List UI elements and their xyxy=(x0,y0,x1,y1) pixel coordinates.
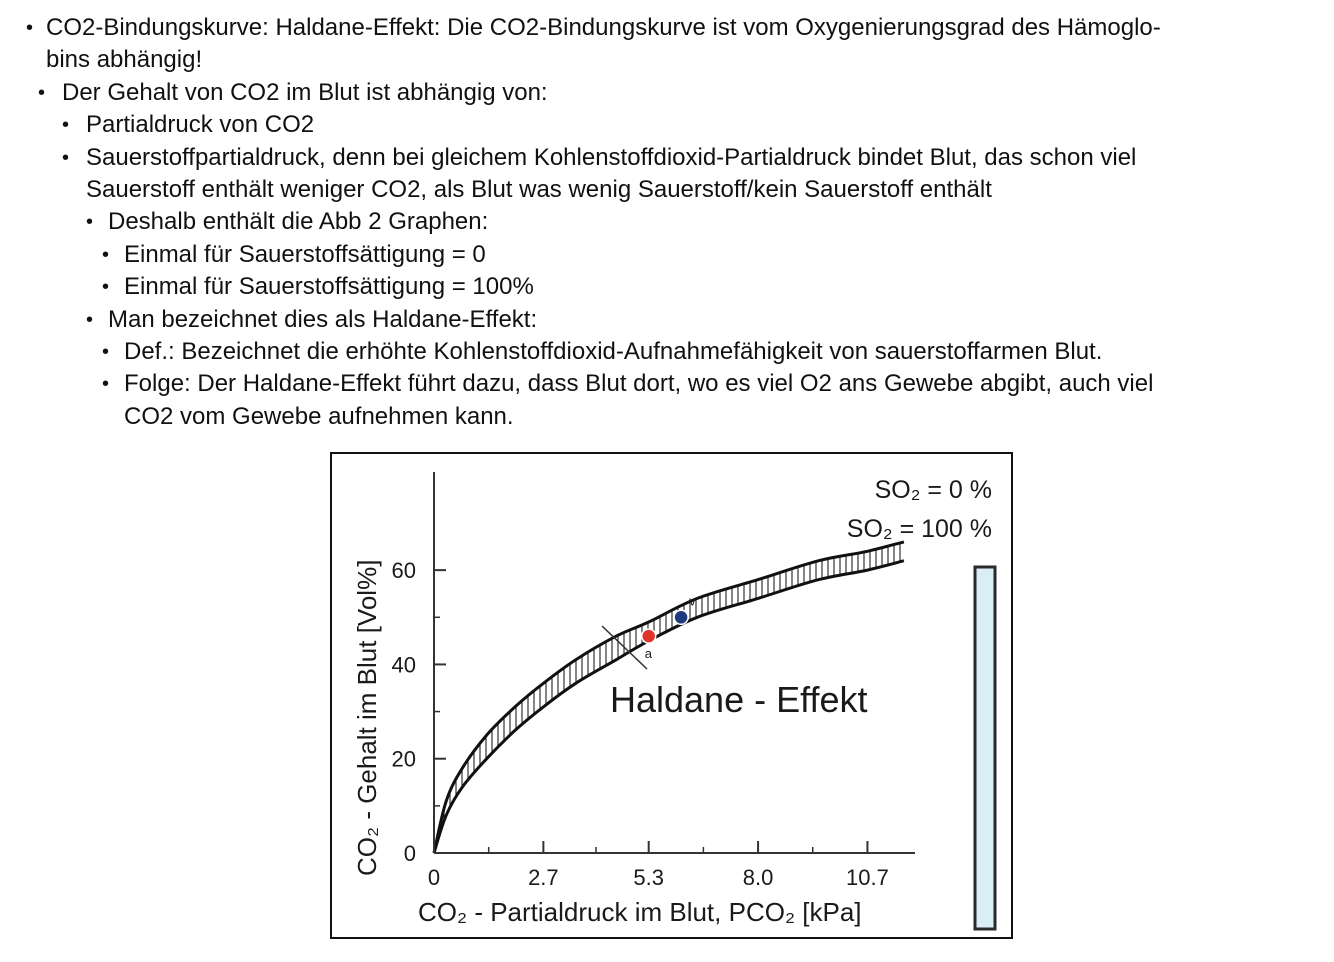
bullet-dot: • xyxy=(62,114,70,137)
bullet-dot: • xyxy=(102,373,110,396)
bullet-text: Einmal für Sauerstoffsättigung = 0 xyxy=(124,240,486,268)
x-tick-label: 8.0 xyxy=(742,865,774,890)
haldane-annotation: Haldane - Effekt xyxy=(610,679,868,720)
bullet-dot: • xyxy=(102,341,110,363)
bullet-dot: • xyxy=(102,276,110,299)
point-a xyxy=(642,629,656,643)
bullet-text: Sauerstoff enthält weniger CO2, als Blut was wenig Sauerstoff/kein Sauerstoff enthält xyxy=(86,176,992,203)
bullet-text: Man bezeichnet dies als Haldane-Effekt: xyxy=(108,305,538,333)
bullet-text: Folge: Der Haldane-Effekt führt dazu, dass Blut dort, wo es viel O2 ans Gewebe abgibt, auch viel xyxy=(124,370,1154,398)
point-label-a: a xyxy=(644,646,652,662)
bullet-text: Def.: Bezeichnet die erhöhte Kohlenstoffdioxid-Aufnahmefähigkeit von sauerstoffarmen Blut. xyxy=(124,338,1103,365)
bullet-dot: • xyxy=(38,81,46,104)
bullet-text: bins abhängig! xyxy=(46,46,203,74)
bullet-text: Einmal für Sauerstoffsättigung = 100% xyxy=(124,273,534,301)
legend-entry: SO₂ = 100 % xyxy=(846,515,992,543)
y-axis-label: CO₂ - Gehalt im Blut [Vol%] xyxy=(352,559,382,876)
bullet-dot: • xyxy=(102,243,110,266)
co2-binding-chart xyxy=(332,454,1011,937)
bullet-text: CO2 vom Gewebe aufnehmen kann. xyxy=(124,402,514,430)
bullet-dot: • xyxy=(26,17,34,39)
y-tick-label: 60 xyxy=(391,558,416,584)
x-axis-label: CO₂ - Partialdruck im Blut, PCO₂ [kPa] xyxy=(418,897,862,927)
bullet-text: Sauerstoffpartialdruck, denn bei gleichem Kohlenstoffdioxid-Partialdruck bindet Blut, das schon viel xyxy=(86,143,1137,171)
y-tick-label: 40 xyxy=(391,652,416,678)
y-tick-label: 0 xyxy=(403,841,416,866)
bullet-text: CO2-Bindungskurve: Haldane-Effekt: Die CO2-Bindungskurve ist vom Oxygenierungsgrad des Hämoglo- xyxy=(46,14,1161,41)
x-tick-label: 0 xyxy=(427,865,441,890)
y-tick-label: 20 xyxy=(391,746,416,772)
haldane-figure xyxy=(330,452,1013,939)
legend-entry: SO₂ = 0 % xyxy=(874,476,992,504)
bullet-dot: • xyxy=(86,211,94,234)
point-label-v: v xyxy=(689,593,696,609)
bullet-text: Deshalb enthält die Abb 2 Graphen: xyxy=(108,208,489,236)
x-tick-label: 5.3 xyxy=(633,865,664,890)
x-tick-label: 10.7 xyxy=(846,865,889,890)
bullet-dot: • xyxy=(62,146,70,169)
bullet-dot: • xyxy=(86,308,94,331)
x-tick-label: 2.7 xyxy=(528,865,559,890)
bullet-text: Partialdruck von CO2 xyxy=(86,111,315,139)
side-bar-decoration xyxy=(975,567,995,929)
point-v xyxy=(674,610,688,624)
bullet-text: Der Gehalt von CO2 im Blut ist abhängig von: xyxy=(62,78,548,106)
